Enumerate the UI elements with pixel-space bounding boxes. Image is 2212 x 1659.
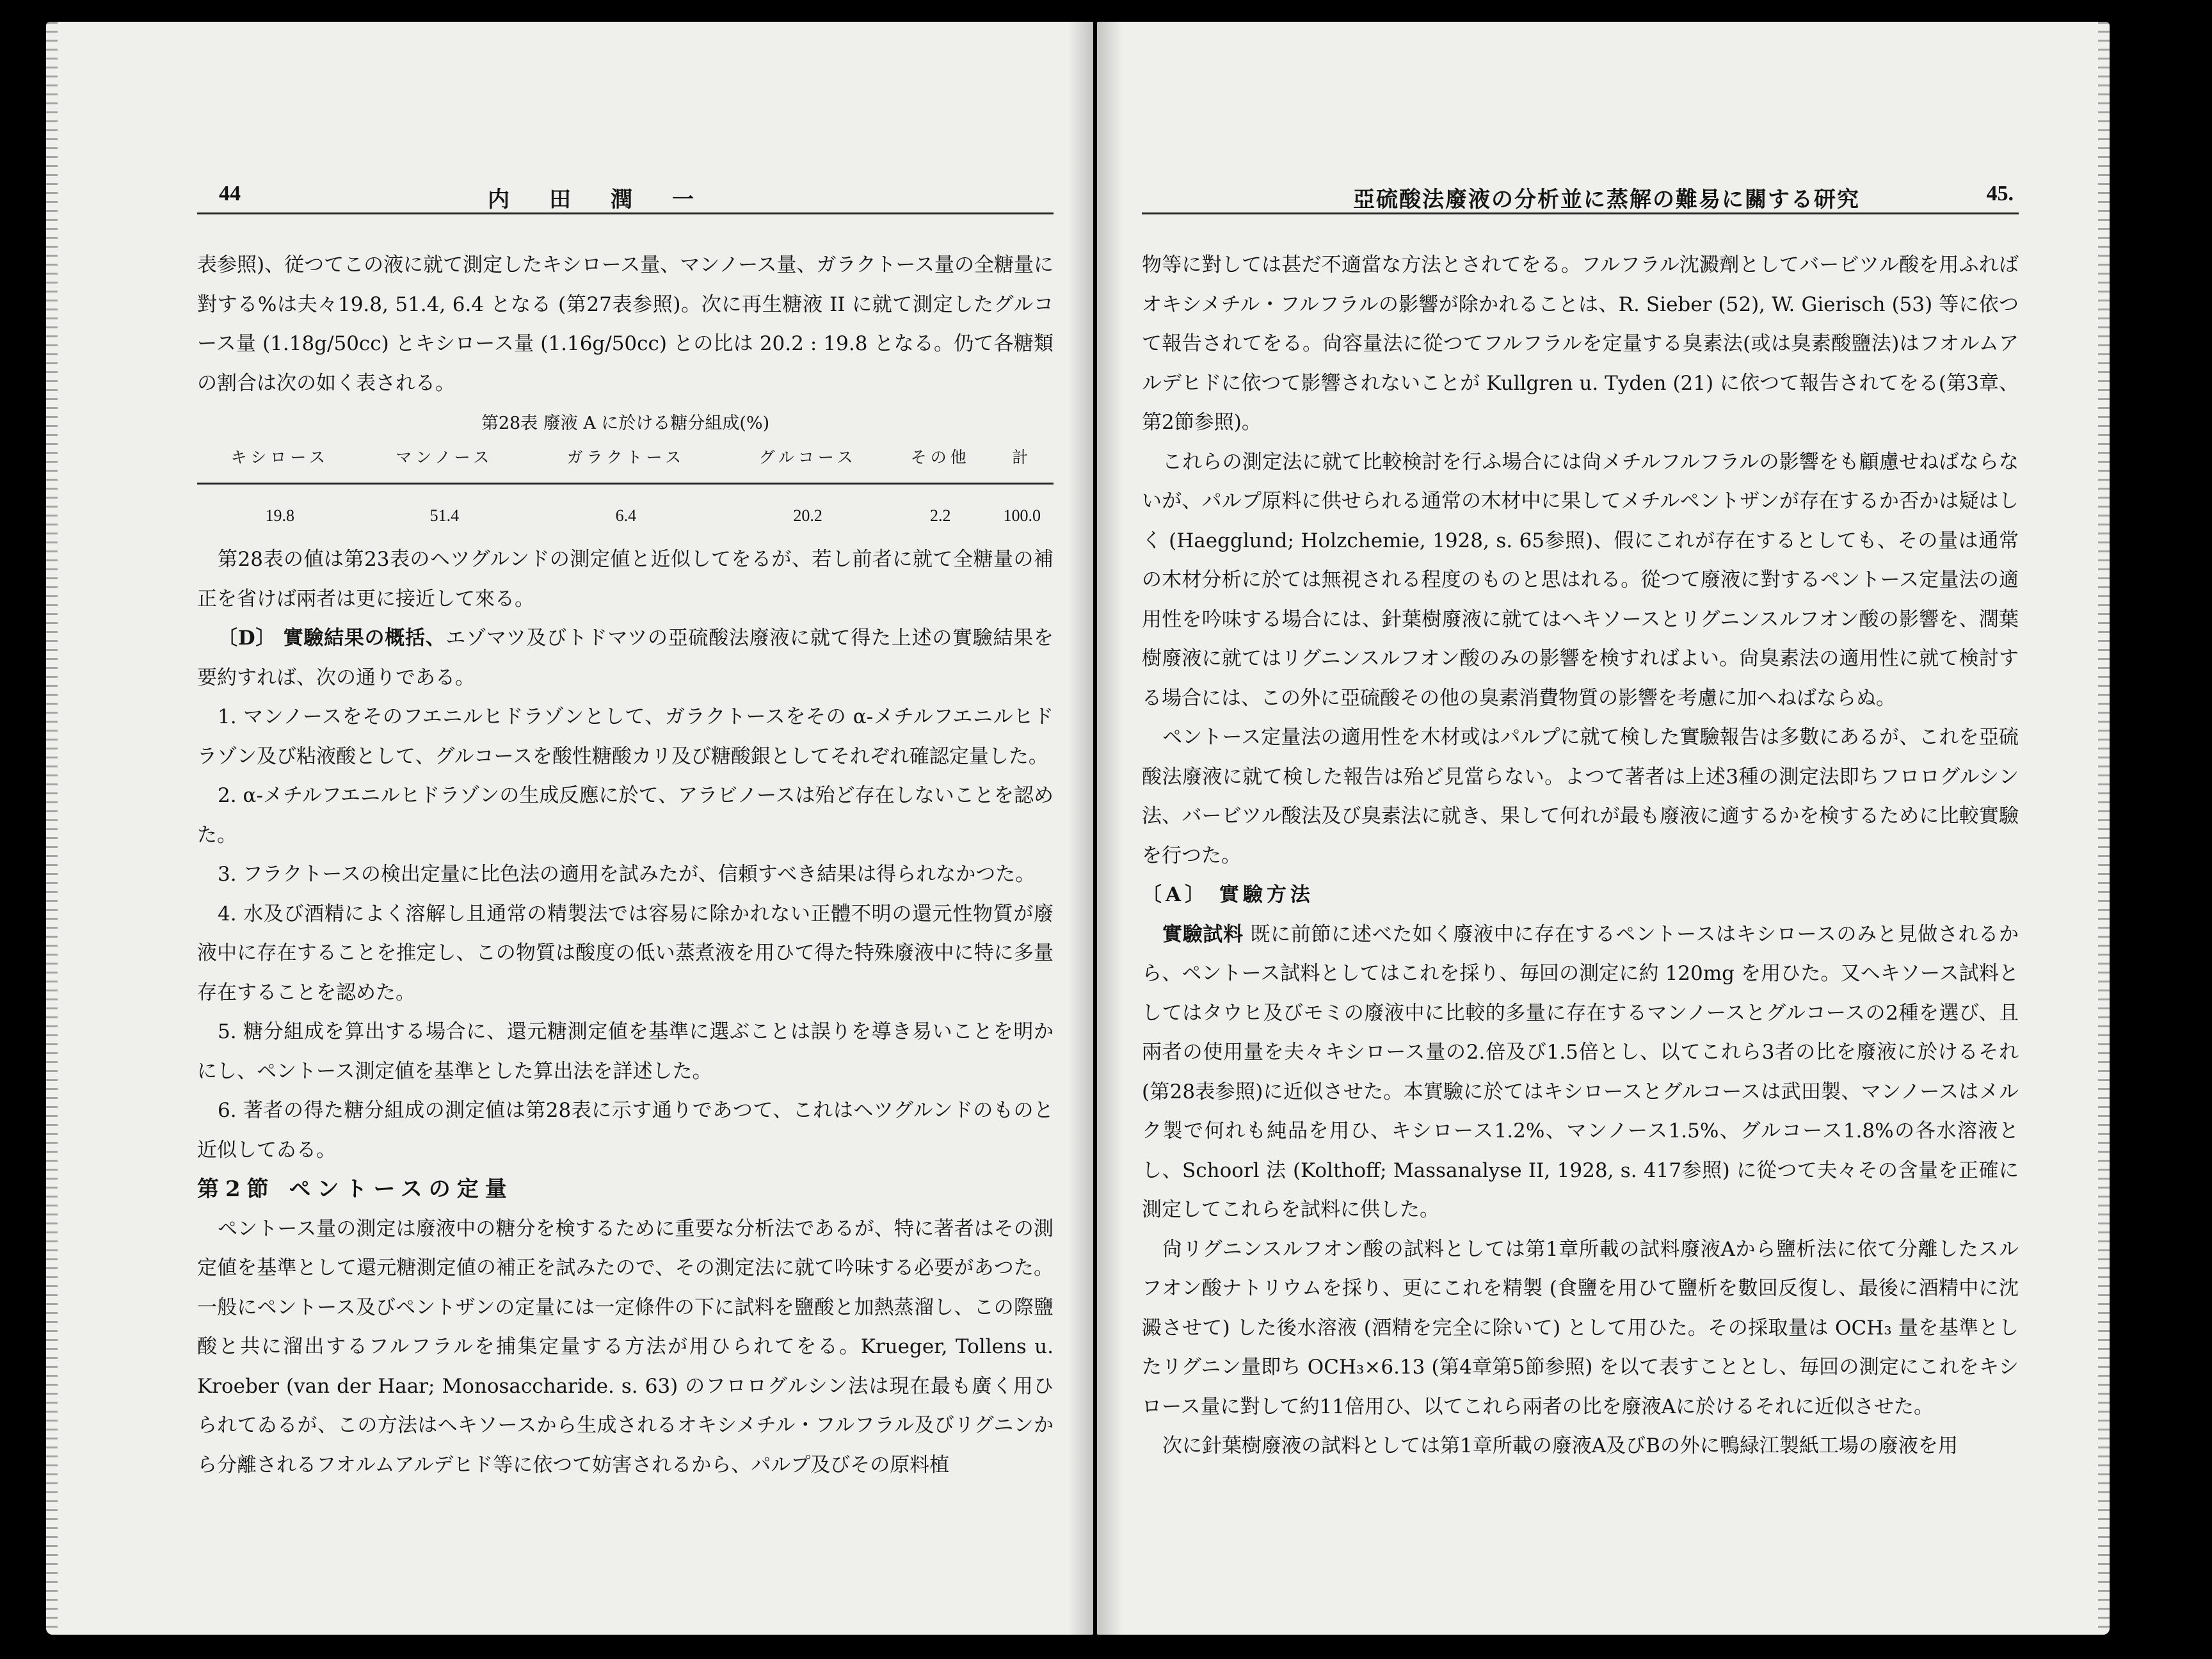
right-running-head	[1097, 182, 2110, 218]
table-cell: 2.2	[929, 506, 951, 525]
right-paragraph-3: ペントース定量法の適用性を木材或はパルプに就て検した實驗報告は多數にあるが、これを亞硫酸法廢液に就て検した報告は殆ど見當らない。よつて著者は上述3種の測定法即ちフロログルシン法、バービツル酸法及び臭素法に就き、果して何れが最も廢液に適するかを検するために比較實驗を行つた。	[1142, 726, 2019, 867]
right-body-text	[1142, 246, 2019, 1466]
left-header-rule	[197, 212, 1054, 214]
right-spine-shadow	[1097, 22, 1123, 1635]
table-header-cell: 計	[991, 438, 1054, 483]
left-paragraph-1: 表参照)、従つてこの液に就て測定したキシロース量、マンノース量、ガラクトース量の全糖量に對する%は夫々19.8, 51.4, 6.4 となる (第27表参照)。次に再生糖液 II に就て測定したグルコース量 (1.18g/50cc) とキシロース量 (1.16g/50cc) との比は 20.2 : 19.8 となる。仍て各糖類の割合は次の如く表される。	[197, 253, 1054, 395]
table-cell: 51.4	[429, 506, 460, 525]
section-title: 第2節 ペントースの定量	[197, 1176, 513, 1202]
table-28-caption: 第28表 廢液 A に於ける糖分組成(%)	[481, 413, 770, 433]
left-paragraph-2: 第28表の値は第23表のヘツグルンドの測定値と近似してをるが、若し前者に就て全糖量の補正を省けば兩者は更に接近して來る。	[197, 548, 1054, 611]
list-item: 3. フラクトースの検出定量に比色法の適用を試みたが、信頼すべき結果は得られなかつた。	[218, 863, 1036, 886]
left-page-number: 44	[219, 182, 241, 205]
left-page-edge	[46, 22, 58, 1635]
materials-paragraph	[1142, 915, 2019, 1230]
table-header-cell: ガラクトース	[526, 438, 725, 483]
list-item: 4. 水及び酒精によく溶解し且通常の精製法では容易に除かれない正體不明の還元性物質が廢液中に存在することを推定し、この物質は酸度の低い蒸煮液を用ひて得た特殊廢液中に特に多量存在することを認めた。	[197, 902, 1054, 1004]
list-item: 2. α-メチルフエニルヒドラゾンの生成反應に於て、アラビノースは殆ど存在しないことを認めた。	[197, 784, 1054, 847]
materials-heading: 實驗試料	[1162, 922, 1244, 946]
list-item: 5. 糖分組成を算出する場合に、還元糖測定値を基準に選ぶことは誤りを導き易いことを明かにし、ペントース測定値を基準とした算出法を詳述した。	[197, 1020, 1054, 1083]
table-header-cell: キシロース	[197, 438, 362, 483]
right-paragraph-1: 物等に對しては甚だ不適當な方法とされてをる。フルフラル沈澱劑としてバービツル酸を用ふればオキシメチル・フルフラルの影響が除かれることは、R. Sieber (52), W. Gierisch (53) 等に依つて報告されてをる。尙容量法に從つてフルフラルを定量する臭素法(或は臭素酸鹽法)はフオルムアルデヒドに依つて影響されないことが Kullgren u. Tyden (21) に依つて報告されてをる(第3章、第2節参照)。	[1142, 253, 2019, 434]
list-item: 6. 著者の得た糖分組成の測定値は第28表に示す通りであつて、これはヘツグルンドのものと近似してゐる。	[197, 1099, 1054, 1162]
right-page-number: 45.	[1986, 182, 2014, 205]
right-page	[1097, 22, 2110, 1635]
table-header-cell: マンノース	[362, 438, 526, 483]
materials-text: 既に前節に述べた如く廢液中に存在するペントースはキシロースのみと見做されるから、ペントース試料としてはこれを採り、毎回の測定に約 120mg を用ひた。又ヘキソース試料としてはタウヒ及びモミの廢液中に比較的多量に存在するマンノースとグルコースの2種を選び、且兩者の使用量を夫々キシロース量の2.倍及び1.5倍とし、以てこれら3者の比を廢液に於けるそれ(第28表参照)に近似させた。本實驗に於てはキシロースとグルコースは武田製、マンノースはメルク製で何れも純品を用ひ、キシロース1.2%、マンノース1.5%、グルコース1.8%の各水溶液とし、Schoorl 法 (Kolthoff; Massanalyse II, 1928, s. 417参照) に從つて夫々その含量を正確に測定してこれらを試料に供した。	[1142, 922, 2019, 1221]
table-cell: 100.0	[1003, 506, 1041, 525]
summary-heading: 〔D〕 實驗結果の概括、	[218, 627, 446, 650]
left-body-text	[197, 246, 1054, 1485]
left-spine-shadow	[1068, 22, 1093, 1635]
right-header-rule	[1142, 212, 2019, 214]
table-28-grid	[197, 438, 1054, 535]
right-paragraph-6: 次に針葉樹廢液の試料としては第1章所載の廢液A及びBの外に鴨緑江製紙工場の廢液を用	[1162, 1434, 1958, 1457]
table-cell: 6.4	[615, 506, 637, 525]
right-paragraph-5: 尙リグニンスルフオン酸の試料としては第1章所載の試料廢液Aから鹽析法に依て分離したスルフオン酸ナトリウムを採り、更にこれを精製 (食鹽を用ひて鹽析を數回反復し、最後に酒精中に沈澱させて) した後水溶液 (酒精を完全に除いて) として用ひた。その採取量は OCH₃ 量を基準としたリグニン量即ち OCH₃×6.13 (第4章第5節参照) を以て表すこととし、毎回の測定にこれをキシロース量に對して約11倍用ひ、以てこれら兩者の比を廢液Aに於けるそれに近似させた。	[1142, 1237, 2019, 1418]
method-heading: 〔A〕 實驗方法	[1142, 883, 1314, 906]
summary-text: エゾマツ及びトドマツの亞硫酸法廢液に就て得た上述の實驗結果を要約すれば、次の通りである。	[197, 627, 1054, 689]
left-running-head	[46, 182, 1093, 218]
table-header-cell: その他	[890, 438, 991, 483]
table-cell: 20.2	[793, 506, 822, 525]
right-running-title: 亞硫酸法廢液の分析並に蒸解の難易に關する研究	[1353, 187, 1860, 212]
table-header-cell: グルコース	[725, 438, 890, 483]
left-paragraph-3: ペントース量の測定は廢液中の糖分を検するために重要な分析法であるが、特に著者はその測定値を基準として還元糖測定値の補正を試みたので、その測定法に就て吟味する必要があつた。一般にペントース及びペントザンの定量には一定條件の下に試料を鹽酸と加熱蒸溜し、この際鹽酸と共に溜出するフルフラルを捕集定量する方法が用ひられてをる。Krueger, Tollens u. Kroeber (van der Haar; Monosaccharide. s. 63) のフロログルシン法は現在最も廣く用ひられてゐるが、この方法はヘキソースから生成されるオキシメチル・フルフラル及びリグニンから分離されるフオルムアルデヒド等に依つて妨害されるから、パルプ及びその原料植	[197, 1217, 1054, 1477]
table-28	[197, 410, 1054, 535]
summary-paragraph	[197, 619, 1054, 698]
list-item: 1. マンノースをそのフエニルヒドラゾンとして、ガラクトースをその α-メチルフエニルヒドラゾン及び粘液酸として、グルコースを酸性糖酸カリ及び糖酸銀としてそれぞれ確認定量した。	[197, 705, 1054, 768]
right-paragraph-2: これらの測定法に就て比較検討を行ふ場合には尙メチルフルフラルの影響をも顧慮せねばならないが、パルプ原料に供せられる通常の木材中に果してメチルペントザンが存在するか否かは疑はしく (Haegglund; Holzchemie, 1928, s. 65参照)、假にこれが存在するとしても、その量は通常の木材分析に於ては無視される程度のものと思はれる。從つて廢液に對するペントース定量法の適用性を吟味する場合には、針葉樹廢液に就てはヘキソースとリグニンスルフオン酸の影響を、濶葉樹廢液に就てはリグニンスルフオン酸のみの影響を検すればよい。尙臭素法の適用性に就て検討する場合には、この外に亞硫酸その他の臭素消費物質の影響を考慮に加へねばならぬ。	[1142, 450, 2019, 710]
table-cell: 19.8	[265, 506, 294, 525]
left-running-title: 内田潤一	[488, 187, 733, 212]
right-page-edge	[2098, 22, 2110, 1635]
table-header-row	[197, 438, 1054, 483]
table-row	[197, 483, 1054, 535]
left-page	[46, 22, 1093, 1635]
